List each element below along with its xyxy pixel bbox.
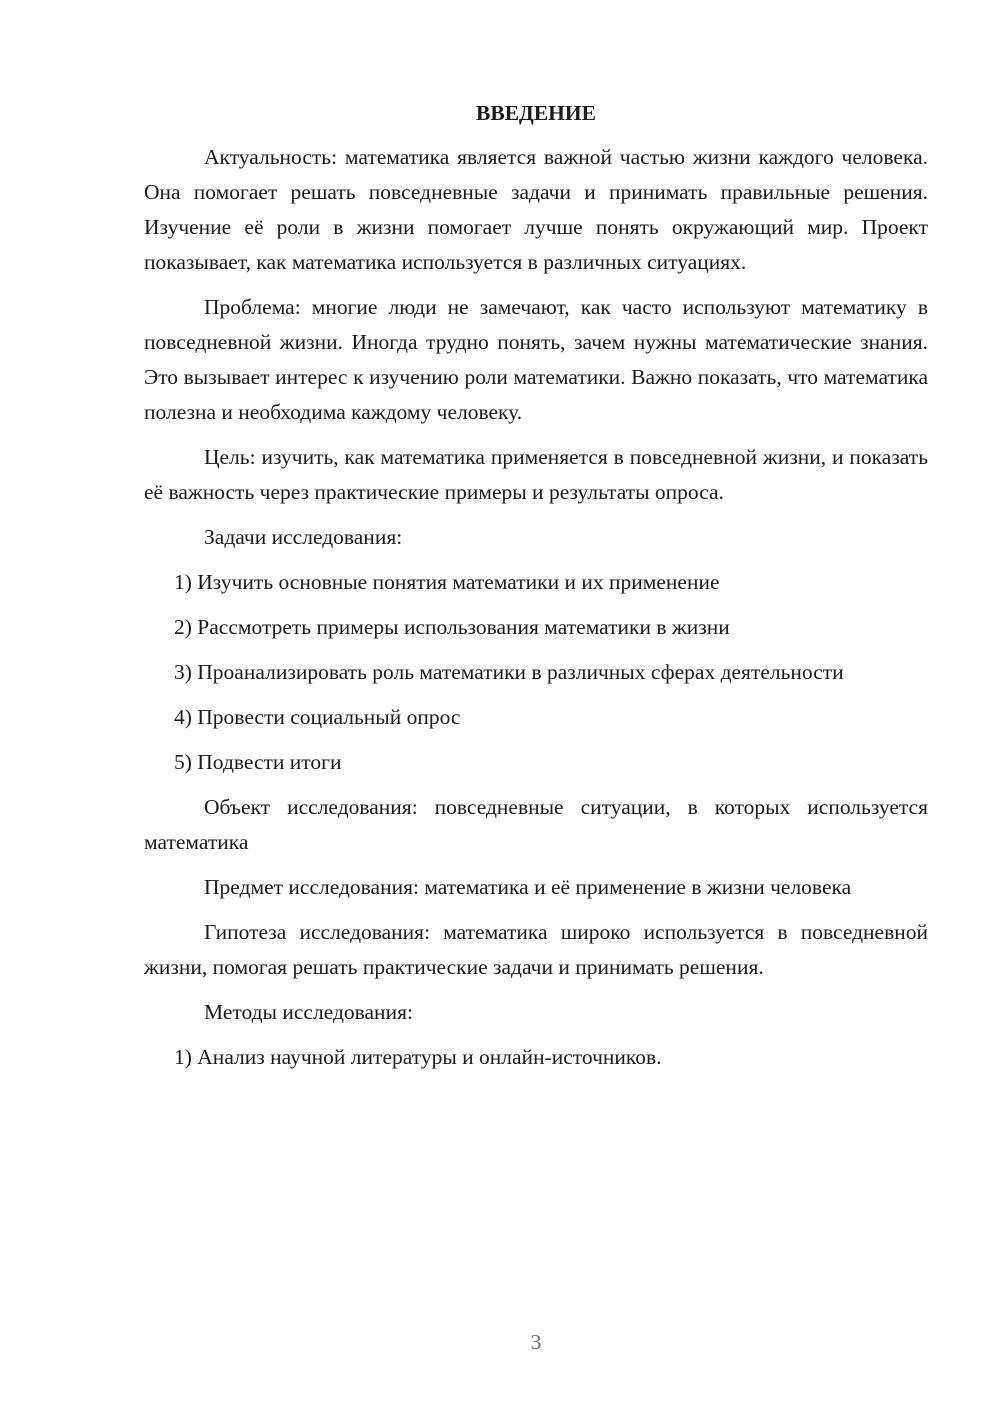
task-item-5: 5) Подвести итоги <box>174 750 342 774</box>
subject-paragraph: Предмет исследования: математика и её применение в жизни человека <box>204 875 852 899</box>
relevance-paragraph: Актуальность: математика является важной частью жизни каждого человека. Она помогает решать повседневные задачи и принимать правильные решения. Изучение её роли в жизни помогает лучше понять окружающий мир. Проект показывает, как математика используется в различных ситуациях. <box>144 145 928 274</box>
task-item-1: 1) Изучить основные понятия математики и их применение <box>174 570 720 594</box>
problem-paragraph: Проблема: многие люди не замечают, как часто используют математику в повседневной жизни. Иногда трудно понять, зачем нужны математические знания. Это вызывает интерес к изучению роли математики. Важно показать, что математика полезна и необходима каждому человеку. <box>144 295 928 424</box>
page-title: ВВЕДЕНИЕ <box>476 101 596 125</box>
page-number: 3 <box>530 1330 542 1354</box>
tasks-heading: Задачи исследования: <box>204 525 403 549</box>
task-item-2: 2) Рассмотреть примеры использования математики в жизни <box>174 615 730 639</box>
method-item-1: 1) Анализ научной литературы и онлайн-источников. <box>174 1045 662 1069</box>
task-item-3: 3) Проанализировать роль математики в различных сферах деятельности <box>174 660 844 684</box>
object-paragraph: Объект исследования: повседневные ситуации, в которых используется математика <box>144 795 928 854</box>
tasks-list <box>144 565 928 780</box>
methods-list <box>144 1040 928 1075</box>
hypothesis-paragraph: Гипотеза исследования: математика широко используется в повседневной жизни, помогая решать практические задачи и принимать решения. <box>144 920 928 979</box>
goal-paragraph: Цель: изучить, как математика применяется в повседневной жизни, и показать её важность через практические примеры и результаты опроса. <box>144 445 928 504</box>
document-page <box>144 96 928 1085</box>
methods-heading: Методы исследования: <box>204 1000 413 1024</box>
task-item-4: 4) Провести социальный опрос <box>174 705 461 729</box>
